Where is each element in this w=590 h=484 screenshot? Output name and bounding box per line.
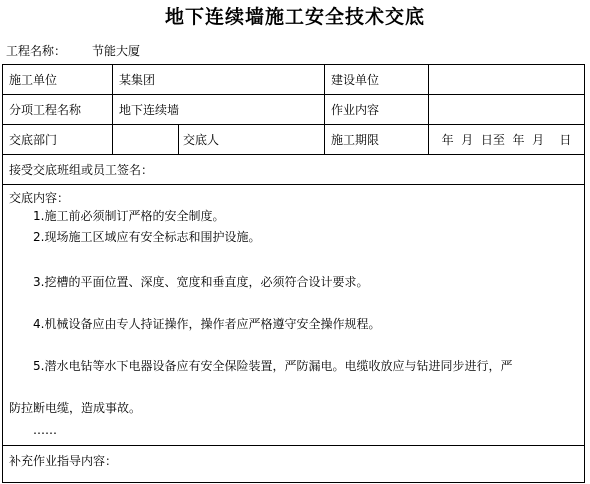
- form-row-signature: [3, 155, 585, 185]
- disclosure-form-table: [2, 64, 585, 483]
- supplement-field[interactable]: 补充作业指导内容：: [3, 446, 585, 483]
- content-item-3: 3.挖槽的平面位置、深度、宽度和垂直度，必须符合设计要求。: [33, 275, 369, 289]
- label-department: 交底部门: [3, 125, 113, 155]
- project-name-value: 节能大厦: [92, 44, 141, 58]
- label-sub-project-name: 分项工程名称: [3, 95, 113, 125]
- project-name-line: [6, 42, 140, 59]
- content-item-2: 2.现场施工区域应有安全标志和围护设施。: [33, 230, 261, 244]
- form-row-supplement: [3, 446, 585, 483]
- form-row-sub-project: [3, 95, 585, 125]
- value-owner-unit[interactable]: [429, 65, 585, 95]
- value-work-content[interactable]: [429, 95, 585, 125]
- value-construction-period[interactable]: 年 月 日至 年 月 日: [429, 125, 585, 155]
- content-item-4: 4.机械设备应由专人持证操作，操作者应严格遵守安全操作规程。: [33, 317, 381, 331]
- document-title: 地下连续墙施工安全技术交底: [164, 6, 425, 28]
- content-item-5: 5.潜水电钻等水下电器设备应有安全保险装置，严防漏电。电缆收放应与钻进同步进行，严: [33, 359, 513, 373]
- content-ellipsis: ……: [33, 423, 57, 437]
- form-row-construction-unit: [3, 65, 585, 95]
- signature-field[interactable]: 接受交底班组或员工签名：: [3, 155, 585, 185]
- content-item-1: 1.施工前必须制订严格的安全制度。: [33, 209, 225, 223]
- disclosure-content: [3, 185, 585, 446]
- project-name-label: 工程名称：: [6, 44, 67, 58]
- label-construction-period: 施工期限: [325, 125, 429, 155]
- label-work-content: 作业内容: [325, 95, 429, 125]
- content-item-5-continued: 防拉断电缆，造成事故。: [9, 401, 142, 415]
- label-discloser: 交底人: [179, 125, 325, 155]
- form-row-department: [3, 125, 585, 155]
- value-sub-project-name[interactable]: 地下连续墙: [113, 95, 325, 125]
- form-row-content: [3, 185, 585, 446]
- value-department[interactable]: [113, 125, 179, 155]
- label-construction-unit: 施工单位: [3, 65, 113, 95]
- content-heading: 交底内容：: [9, 191, 70, 205]
- label-owner-unit: 建设单位: [325, 65, 429, 95]
- value-construction-unit[interactable]: 某集团: [113, 65, 325, 95]
